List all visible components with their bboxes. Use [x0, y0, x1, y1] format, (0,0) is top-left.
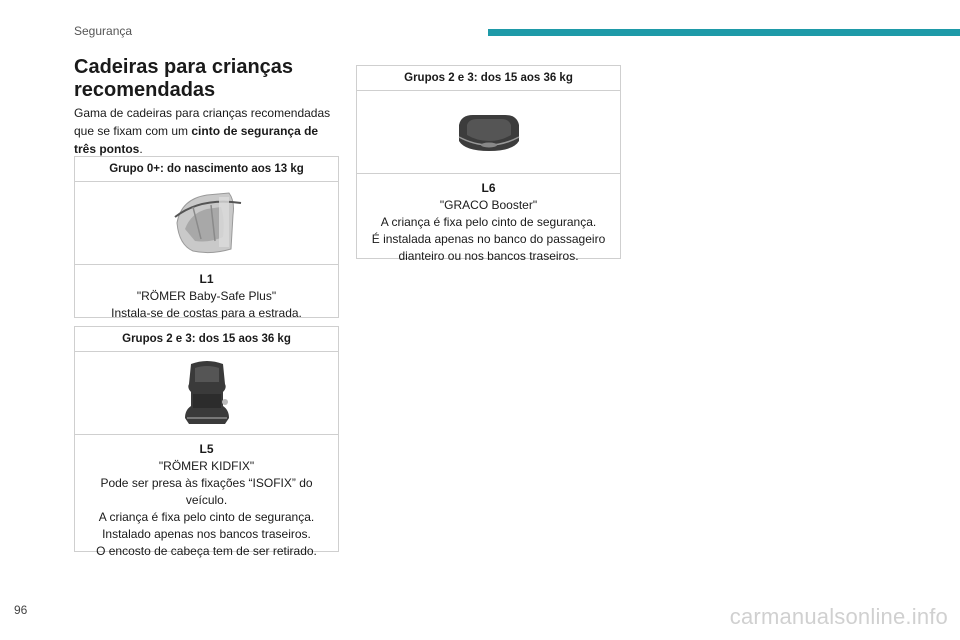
- card-header: Grupo 0+: do nascimento aos 13 kg: [75, 157, 338, 182]
- child-seat-card-l5: [74, 326, 339, 558]
- seat-note: É instalada apenas no banco do passageiro dianteiro ou nos bancos traseiros.: [371, 232, 606, 263]
- seat-note: Instalado apenas nos bancos traseiros.: [102, 527, 311, 541]
- seat-model: "GRACO Booster": [439, 198, 538, 212]
- seat-code: L6: [481, 181, 496, 195]
- seat-model: "RÖMER KIDFIX": [158, 459, 255, 473]
- seat-note: O encosto de cabeça tem de ser retirado.: [96, 544, 317, 558]
- seat-note: A criança é fixa pelo cinto de segurança.: [98, 510, 315, 524]
- page-title: Cadeiras para crianças recomendadas: [74, 56, 294, 101]
- high-back-booster-seat-icon: [177, 358, 237, 428]
- page-number: 96: [14, 603, 28, 617]
- card-image: [357, 91, 620, 174]
- card-header: Grupos 2 e 3: dos 15 aos 36 kg: [75, 327, 338, 352]
- seat-note: Pode ser presa às fixações “ISOFIX” do veículo.: [100, 476, 313, 507]
- card-body: [357, 174, 620, 271]
- intro-text: Gama de cadeiras para crianças recomendadas que se fixam com um: [74, 106, 331, 138]
- section-label: Segurança: [74, 24, 133, 38]
- seat-code: L1: [199, 272, 214, 286]
- intro-bold-text: cinto de segurança de três pontos: [74, 124, 319, 156]
- seat-model: "RÖMER Baby-Safe Plus": [136, 289, 277, 303]
- card-image: [75, 182, 338, 265]
- intro-end: .: [139, 142, 143, 156]
- intro-paragraph: [74, 104, 342, 158]
- card-header: Grupos 2 e 3: dos 15 aos 36 kg: [357, 66, 620, 91]
- child-seat-card-l6: [356, 65, 621, 263]
- card-body: [75, 435, 338, 566]
- child-seat-card-l1: [74, 156, 339, 318]
- card-image: [75, 352, 338, 435]
- watermark: carmanualsonline.info: [729, 604, 948, 629]
- card-body: [75, 265, 338, 328]
- seat-code: L5: [199, 442, 214, 456]
- booster-cushion-icon: [453, 107, 525, 157]
- accent-bar: [488, 29, 960, 36]
- seat-note: A criança é fixa pelo cinto de segurança.: [380, 215, 597, 229]
- infant-carrier-seat-icon: [171, 189, 243, 257]
- seat-note: Instala-se de costas para a estrada.: [111, 306, 302, 320]
